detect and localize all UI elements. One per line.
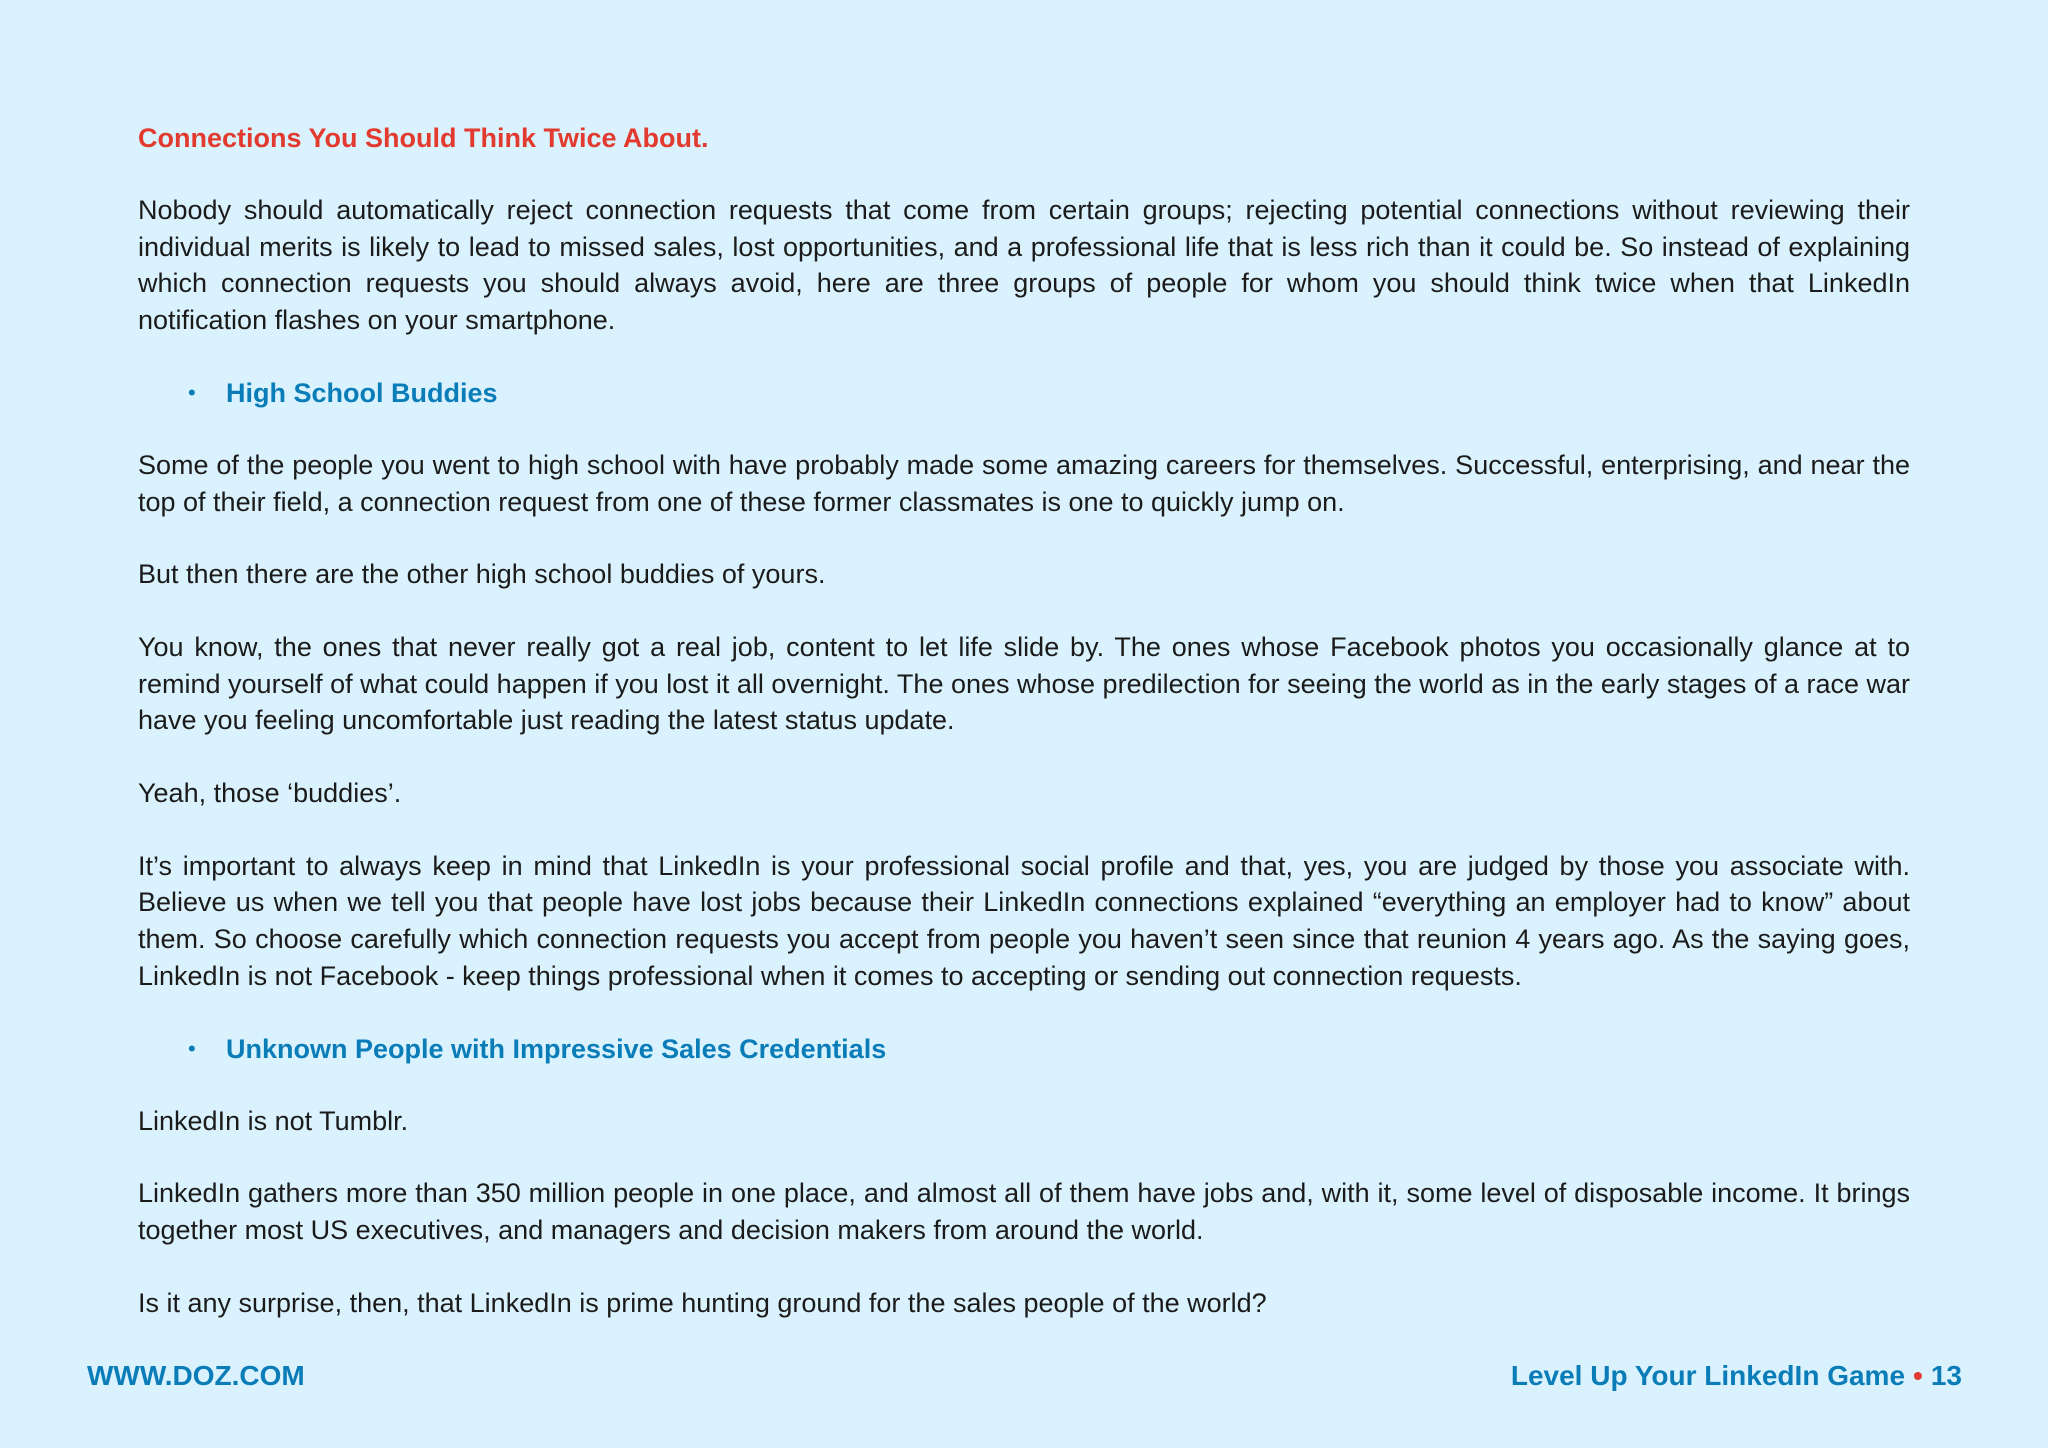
paragraph-350-million: LinkedIn gathers more than 350 million people in one place, and almost all of them have jobs and, with it, some level of disposable income. It brings together most US executives, and managers and decision makers from around the world. xyxy=(138,1178,1910,1245)
paragraph-professional-profile: It’s important to always keep in mind that LinkedIn is your professional social profile and that, yes, you are judged by those you associate with. Believe us when we tell you that people have lost jobs because their LinkedIn connections explained “everything an employer had to know” about them. So choose carefully which connection requests you accept from people you haven’t seen since that reunion 4 years ago. As the saying goes, LinkedIn is not Facebook - keep things professional when it comes to accepting or sending out connection requests. xyxy=(138,850,1910,991)
paragraph-those-buddies: Yeah, those ‘buddies’. xyxy=(138,778,402,809)
footer-page-info xyxy=(1511,1358,1962,1394)
page-number: 13 xyxy=(1930,1360,1962,1391)
paragraph-the-ones: You know, the ones that never really got a real job, content to let life slide by. The ones whose Facebook photos you occasionally glance at to remind yourself of what could happen if you lost it all overnight. The ones whose predilection for seeing the world as in the early stages of a race war have you feeling uncomfortable just reading the latest status update. xyxy=(138,631,1910,736)
paragraph-other-buddies: But then there are the other high school buddies of yours. xyxy=(138,559,826,590)
bullet-unknown-people xyxy=(188,1031,1910,1067)
paragraph-not-tumblr: LinkedIn is not Tumblr. xyxy=(138,1105,409,1136)
footer-book-title: Level Up Your LinkedIn Game xyxy=(1510,1360,1906,1391)
bullet-heading: High School Buddies xyxy=(226,377,498,408)
paragraph-hunting-ground: Is it any surprise, then, that LinkedIn is prime hunting ground for the sales people of the world? xyxy=(138,1287,1267,1318)
page-content xyxy=(138,120,1910,1357)
footer-website-link[interactable]: WWW.DOZ.COM xyxy=(87,1360,305,1391)
bullet-heading: Unknown People with Impressive Sales Credentials xyxy=(226,1033,887,1064)
bullet-dot-icon: • xyxy=(188,379,196,405)
section-title: Connections You Should Think Twice About. xyxy=(138,123,709,153)
intro-paragraph: Nobody should automatically reject connection requests that come from certain groups; rejecting potential connections without reviewing their individual merits is likely to lead to missed sales, lost opportunities, and a professional life that is less rich than it could be. So instead of explaining which connection requests you should always avoid, here are three groups of people for whom you should think twice when that LinkedIn notification flashes on your smartphone. xyxy=(138,195,1910,336)
paragraph-successful-classmates: Some of the people you went to high school with have probably made some amazing careers for themselves. Successful, enterprising, and near the top of their field, a connection request from one of these former classmates is one to quickly jump on. xyxy=(138,449,1910,517)
bullet-high-school-buddies xyxy=(188,375,1910,411)
footer-separator: • xyxy=(1913,1360,1923,1391)
bullet-dot-icon: • xyxy=(188,1035,196,1061)
